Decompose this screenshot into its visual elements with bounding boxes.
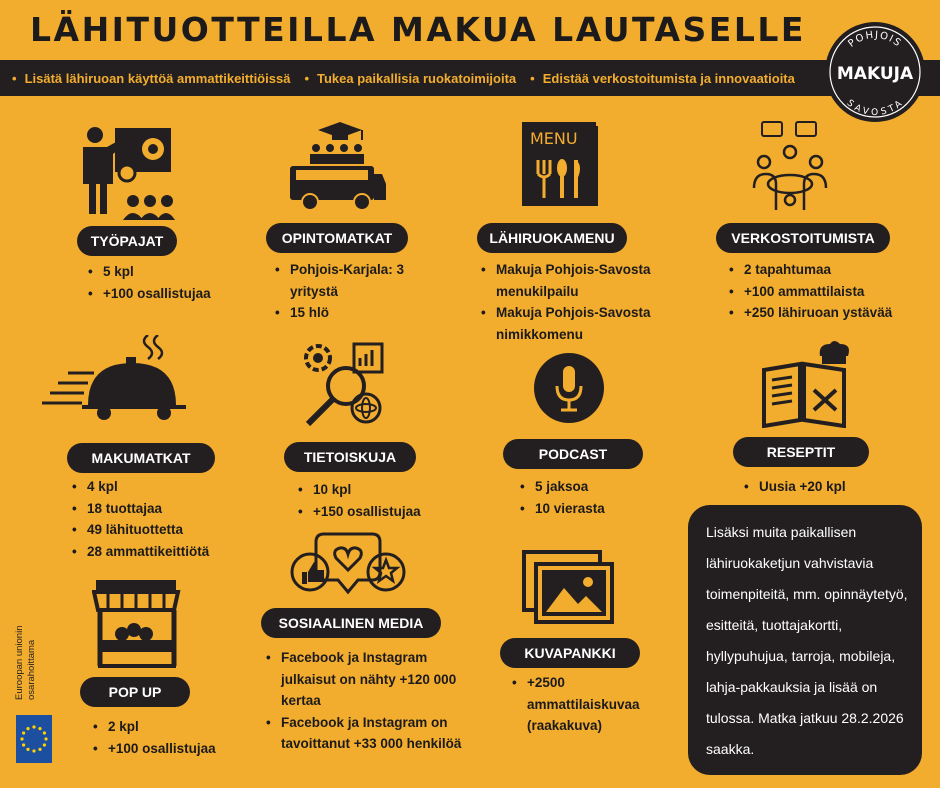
eu-flag-icon (16, 715, 52, 763)
list-item: • 28 ammattikeittiötä (72, 541, 252, 563)
eu-funding-text (8, 612, 48, 702)
goals-banner (0, 60, 940, 96)
goal-1: • Lisätä lähiruoan käyttöä ammattikeittiöissä (12, 71, 290, 86)
list-item: • 10 vierasta (520, 498, 660, 520)
list-item: • +100 ammattilaista (729, 281, 934, 303)
list-item: • 2 tapahtumaa (729, 259, 934, 281)
svg-text:SAVOSTA (845, 98, 906, 118)
pill-tyopajat: TYÖPAJAT (77, 226, 177, 256)
list-item: • Pohjois-Karjala: 3 yritystä (275, 259, 415, 302)
list-podcast (520, 476, 660, 519)
logo-bottom-text: SAVOSTA (844, 98, 906, 119)
pill-tietoiskuja: TIETOISKUJA (284, 442, 416, 472)
image-gallery-icon (522, 550, 614, 626)
research-icon (298, 338, 388, 430)
list-item: • +2500 ammattilaiskuvaa (raakakuva) (512, 672, 672, 737)
pill-kuvapankki: KUVAPANKKI (500, 638, 640, 668)
logo-top-text: POHJOIS (846, 29, 904, 50)
logo-main-text: MAKUJA (836, 64, 914, 84)
market-stall-icon (92, 580, 182, 670)
food-delivery-icon (40, 335, 190, 420)
bus-icon (288, 118, 388, 213)
list-item: • 5 jaksoa (520, 476, 660, 498)
svg-text:POHJOIS (846, 30, 903, 50)
list-item: • 49 lähituottetta (72, 519, 252, 541)
list-lahiruokamenu (481, 259, 686, 345)
list-item: • Uusia +20 kpl (744, 476, 894, 498)
goal-3: • Edistää verkostoitumista ja innovaatioita (530, 71, 795, 86)
list-kuvapankki (512, 672, 672, 737)
page-title: LÄHITUOTTEILLA MAKUA LAUTASELLE (30, 10, 806, 49)
pill-popup: POP UP (80, 677, 190, 707)
list-item: • +100 osallistujaa (93, 738, 263, 760)
list-item: • 10 kpl (298, 479, 468, 501)
list-item: • +150 osallistujaa (298, 501, 468, 523)
microphone-icon (533, 352, 605, 424)
svg-text:MENU: MENU (530, 129, 578, 148)
pill-podcast: PODCAST (503, 439, 643, 469)
eu-line1: Euroopan unionin (14, 625, 25, 700)
pill-lahiruokamenu: LÄHIRUOKAMENU (477, 223, 627, 253)
pill-reseptit: RESEPTIT (733, 437, 869, 467)
list-item: • 4 kpl (72, 476, 252, 498)
list-item: • Makuja Pohjois-Savosta nimikkomenu (481, 302, 686, 345)
goal-2: • Tukea paikallisia ruokatoimijoita (304, 71, 516, 86)
pill-verkostoitumista: VERKOSTOITUMISTA (716, 223, 890, 253)
eu-line2: osarahoittama (26, 639, 37, 700)
makuja-logo (825, 22, 925, 122)
presentation-icon (75, 125, 175, 220)
list-popup (93, 716, 263, 759)
info-note: Lisäksi muita paikallisen lähiruokaketjun vahvistavia toimenpiteitä, mm. opinnäytetyö, esitteitä, tuottajakortti, hyllypuhujua, tarroja, mobileja, lahja-pakkauksia ja lisää on tulossa. Matka jatkuu 28.2.2026 saakka. (688, 505, 922, 775)
list-tietoiskuja (298, 479, 468, 522)
list-item: • Makuja Pohjois-Savosta menukilpailu (481, 259, 686, 302)
pill-opintomatkat: OPINTOMATKAT (266, 223, 408, 253)
recipe-book-icon (760, 340, 850, 428)
pill-makumatkat: MAKUMATKAT (67, 443, 215, 473)
list-reseptit (744, 476, 894, 498)
list-makumatkat (72, 476, 252, 562)
list-verkostoitumista (729, 259, 934, 324)
list-item: • Facebook ja Instagram julkaisut on nähty +120 000 kertaa (266, 647, 476, 712)
pill-some: SOSIAALINEN MEDIA (261, 608, 441, 638)
list-item: • 5 kpl (88, 261, 258, 283)
list-item: • Facebook ja Instagram on tavoittanut +33 000 henkilöä (266, 712, 476, 755)
list-item: • 15 hlö (275, 302, 415, 324)
meeting-icon (750, 118, 830, 214)
menu-icon (522, 120, 602, 210)
list-tyopajat (88, 261, 258, 304)
list-item: • 2 kpl (93, 716, 263, 738)
social-media-icon (288, 530, 408, 602)
list-item: • +250 lähiruoan ystävää (729, 302, 934, 324)
list-opintomatkat (275, 259, 415, 324)
list-some (266, 647, 476, 755)
list-item: • +100 osallistujaa (88, 283, 258, 305)
list-item: • 18 tuottajaa (72, 498, 252, 520)
